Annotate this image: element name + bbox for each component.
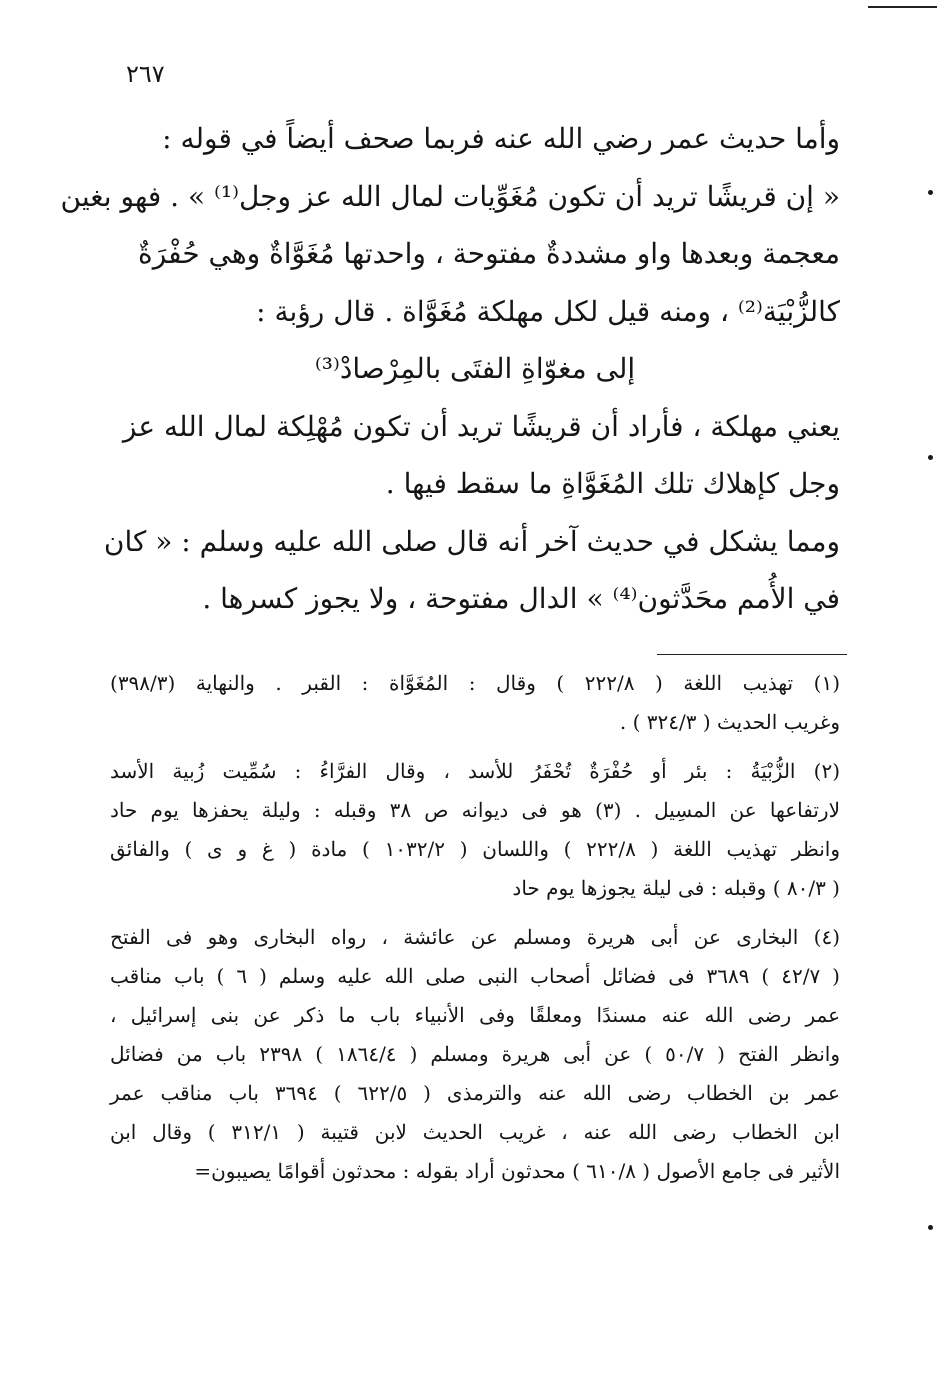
body-line: يعني مهلكة ، فأراد أن قريشًا تريد أن تكون مُهْلِكة لمال الله عز [122,409,840,443]
footnote-line: وانظر الفتح ( ٥٠/٧ ) عن أبى هريرة ومسلم ( ١٨٦٤/٤ ) ٢٣٩٨ باب من فضائل [110,1042,840,1066]
top-edge-rule [868,6,937,8]
footnotes-section [110,664,840,1201]
margin-mark [928,1225,933,1230]
body-line: وجل كإهلاك تلك المُغَوَّاةِ ما سقط فيها . [385,467,840,500]
page-number: ٢٦٧ [126,60,165,88]
footnote-line: وغريب الحديث ( ٣٢٤/٣ ) . [619,710,840,734]
footnote-line: عمر رضى الله عنه مسندًا ومعلقًا وفى الأنبياء باب ما ذكر عن بنى إسرائيل ، [110,1003,840,1027]
footnote-separator [657,654,847,655]
footnote-line: لارتفاعها عن المسِيل . (٣) هو فى ديوانه ص ٣٨ وقبله : وليلة يحفزها يوم حاد [110,798,841,822]
poetry-verse: إلى مغوّاةِ الفتَى بالمِرْصادْ⁽³⁾ [314,352,636,385]
footnote-line: (٤) البخارى عن أبى هريرة ومسلم عن عائشة ، رواه البخارى وهو فى الفتح [110,925,840,949]
body-line: وأما حديث عمر رضي الله عنه فربما صحف أيضاً في قوله : [162,122,840,155]
body-line: في الأُمم محَدَّثون⁽⁴⁾ » الدال مفتوحة ، ولا يجوز كسرها . [202,582,840,615]
body-line: معجمة وبعدها واو مشددةٌ مفتوحة ، واحدتها مُغَوَّاةٌ وهي حُفْرَةٌ [138,237,840,270]
footnote-2-3 [110,752,840,908]
body-line: « إن قريشًا تريد أن تكون مُغَوِّيات لمال الله عز وجل⁽¹⁾ » . فهو بغين [60,179,840,213]
footnote-line: ( ٨٠/٣ ) وقبله : فى ليلة يجوزها يوم حاد [512,876,840,900]
footnote-line: وانظر تهذيب اللغة ( ٢٢٢/٨ ) واللسان ( ١٠٣٢/٢ ) مادة ( غ و ى ) والفائق [110,837,840,861]
footnote-line: عمر بن الخطاب رضى الله عنه والترمذى ( ٦٢٢/٥ ) ٣٦٩٤ باب مناقب عمر [110,1081,840,1105]
margin-mark [928,455,933,460]
footnote-line: (٢) الزُّبْيَةُ : بئر أو حُفْرَةٌ تُحْفَرُ للأسد ، وقال الفرَّاءُ : سُمِّيت زُبية الأسد [110,759,840,783]
footnote-4 [110,918,840,1191]
footnote-line: (١) تهذيب اللغة ( ٢٢٢/٨ ) وقال : المُغَوَّاة : القبر . والنهاية (٣٩٨/٣) [110,671,840,695]
footnote-line: الأثير فى جامع الأصول ( ٦١٠/٨ ) محدثون أراد بقوله : محدثون أقوامًا يصيبون= [194,1159,840,1183]
footnote-line: ( ٤٢/٧ ) ٣٦٨٩ فى فضائل أصحاب النبى صلى الله عليه وسلم ( ٦ ) باب مناقب [110,964,840,988]
body-line: كالزُّبْيَة⁽²⁾ ، ومنه قيل لكل مهلكة مُغَوَّاة . قال رؤبة : [256,294,840,328]
margin-mark [928,190,933,195]
main-body-text [60,110,840,628]
footnote-line: ابن الخطاب رضى الله عنه ، غريب الحديث لابن قتيبة ( ٣١٢/١ ) وقال ابن [110,1120,840,1144]
footnote-1 [110,664,840,742]
body-line: ومما يشكل في حديث آخر أنه قال صلى الله عليه وسلم : « كان [103,524,840,558]
